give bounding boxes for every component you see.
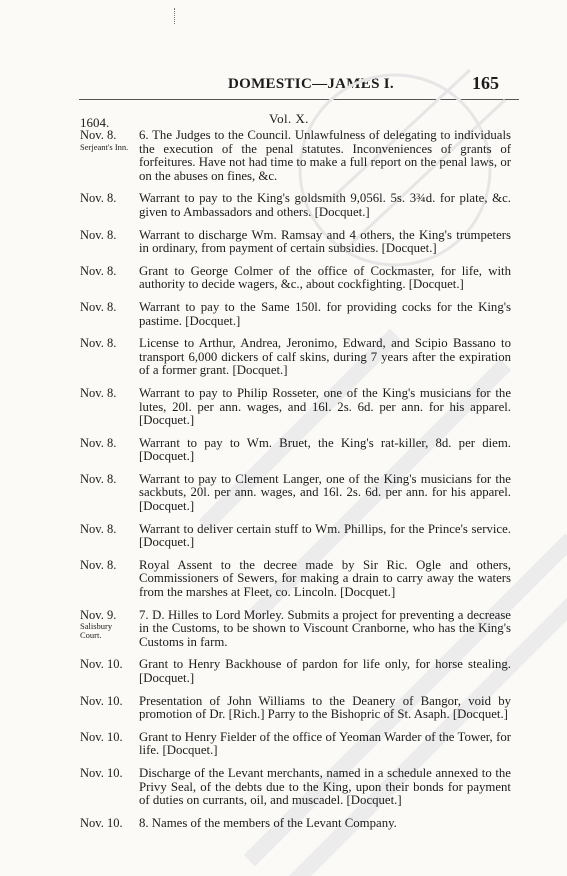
calendar-entry <box>80 337 522 378</box>
entry-text: Presentation of John Williams to the Deanery of Bangor, void by promotion of Dr. [Rich.] Parry to the Bishopric of St. Asaph. [Docquet.] <box>139 693 511 722</box>
entry-date <box>80 387 130 401</box>
calendar-entry <box>80 609 522 650</box>
calendar-entry <box>80 695 522 722</box>
entry-date-text: Nov. 8. <box>80 336 117 351</box>
entry-date-text: Nov. 8. <box>80 471 117 486</box>
entry-date <box>80 767 130 781</box>
entry-date <box>80 695 130 709</box>
calendar-entry <box>80 817 522 833</box>
running-head: DOMESTIC—JAMES I. <box>228 76 394 92</box>
entry-date <box>80 473 130 487</box>
calendar-entry <box>80 192 522 219</box>
calendar-entry <box>80 229 522 256</box>
entry-date <box>80 559 130 573</box>
page-number: 165 <box>472 73 499 93</box>
calendar-entry <box>80 129 522 183</box>
entry-text: License to Arthur, Andrea, Jeronimo, Edward, and Scipio Bassano to transport 6,000 dickers of calf skins, during 7 years after the expiration of a former grant. [Docquet.] <box>139 336 511 378</box>
entry-date-text: Nov. 10. <box>80 729 123 744</box>
entry-date-text: Nov. 10. <box>80 765 123 780</box>
entry-text: Grant to George Colmer of the office of Cockmaster, for life, with authority to decide wagers, &c., about cockfighting. [Docquet.] <box>139 263 511 292</box>
entry-text: Warrant to deliver certain stuff to Wm. Phillips, for the Prince's service. [Docquet.] <box>139 521 511 550</box>
calendar-entry <box>80 658 522 685</box>
entry-text: 7. D. Hilles to Lord Morley. Submits a project for preventing a decrease in the Customs, to be shown to Viscount Cranborne, who has the King's Customs in farm. <box>139 607 511 649</box>
entry-text: Royal Assent to the decree made by Sir Ric. Ogle and others, Commissioners of Sewers, for making a drain to carry away the waters from the marshes at Fleet, co. Lincoln. [Docquet.] <box>139 557 511 600</box>
calendar-entry <box>80 559 522 600</box>
entry-date-text: Nov. 8. <box>80 521 117 536</box>
entry-date-text: Nov. 8. <box>80 227 117 242</box>
entry-date <box>80 192 130 206</box>
entry-date-text: Nov. 10. <box>80 657 123 672</box>
scan-artifact <box>174 8 177 24</box>
entry-date <box>80 337 130 351</box>
entry-date <box>80 301 130 315</box>
calendar-entry <box>80 437 522 464</box>
calendar-entry <box>80 301 522 328</box>
entry-date <box>80 731 130 745</box>
entry-date <box>80 265 130 279</box>
entry-place: Serjeant's Inn. <box>80 141 129 152</box>
calendar-entry <box>80 731 522 758</box>
volume-label: Vol. X. <box>269 111 309 126</box>
entry-text: 6. The Judges to the Council. Unlawfulness of delegating to individuals the execution of the penal statutes. Inconveniences of grants of forfeitures. Have not had time to make a full report on the penal laws, or on the abuses on fines, &c. <box>139 128 511 183</box>
calendar-entry <box>80 473 522 514</box>
entry-text: Warrant to pay to the Same 150l. for providing cocks for the King's pastime. [Docquet.] <box>139 299 511 328</box>
entry-date <box>80 129 130 152</box>
entry-date <box>80 817 130 831</box>
calendar-entry <box>80 767 522 808</box>
entry-date-text: Nov. 8. <box>80 557 117 572</box>
entry-date <box>80 229 130 243</box>
entry-date-text: Nov. 10. <box>80 815 123 830</box>
entry-text: Warrant to pay to Wm. Bruet, the King's rat-killer, 8d. per diem. [Docquet.] <box>139 435 511 464</box>
entry-date-text: Nov. 9. <box>80 607 117 622</box>
entry-date-text: Nov. 8. <box>80 263 117 278</box>
entry-date <box>80 609 130 641</box>
entry-date-text: Nov. 8. <box>80 385 117 400</box>
header-rule <box>79 99 519 100</box>
entry-date <box>80 523 130 537</box>
year-label: 1604. <box>80 115 110 130</box>
calendar-entries <box>80 129 522 842</box>
calendar-entry <box>80 387 522 428</box>
calendar-entry <box>80 523 522 550</box>
entry-date-text: Nov. 10. <box>80 693 123 708</box>
entry-text: Warrant to pay to Clement Langer, one of the King's musicians for the sackbuts, 20l. per ann. wages, and 16l. 2s. 6d. per ann. for his apparel. [Docquet.] <box>139 471 511 514</box>
entry-text: Warrant to pay to the King's goldsmith 9,056l. 5s. 3¾d. for plate, &c. given to Ambassadors and others. [Docquet.] <box>139 191 511 219</box>
entry-text: Discharge of the Levant merchants, named in a schedule annexed to the Privy Seal, of the debts due to the King, upon their bonds for payment of duties on currants, oil, and muscadel. [Docquet.] <box>139 765 511 808</box>
entry-text: Grant to Henry Fielder of the office of Yeoman Warder of the Tower, for life. [Docquet.] <box>139 729 511 758</box>
entry-date-text: Nov. 8. <box>80 435 117 450</box>
entry-date <box>80 658 130 672</box>
entry-date-text: Nov. 8. <box>80 191 117 206</box>
entry-date <box>80 437 130 451</box>
entry-text: Warrant to discharge Wm. Ramsay and 4 others, the King's trumpeters in ordinary, from payment of certain subsidies. [Docquet.] <box>139 227 511 256</box>
entry-date-text: Nov. 8. <box>80 299 117 314</box>
calendar-entry <box>80 265 522 292</box>
entry-text: Grant to Henry Backhouse of pardon for life only, for horse stealing. [Docquet.] <box>139 657 511 685</box>
entry-place: Salisbury Court. <box>80 621 113 641</box>
entry-date-text: Nov. 8. <box>80 128 117 142</box>
entry-text: 8. Names of the members of the Levant Company. <box>139 815 397 830</box>
entry-text: Warrant to pay to Philip Rosseter, one of the King's musicians for the lutes, 20l. per ann. wages, and 16l. 2s. 6d. per ann. for his apparel. [Docquet.] <box>139 385 511 428</box>
